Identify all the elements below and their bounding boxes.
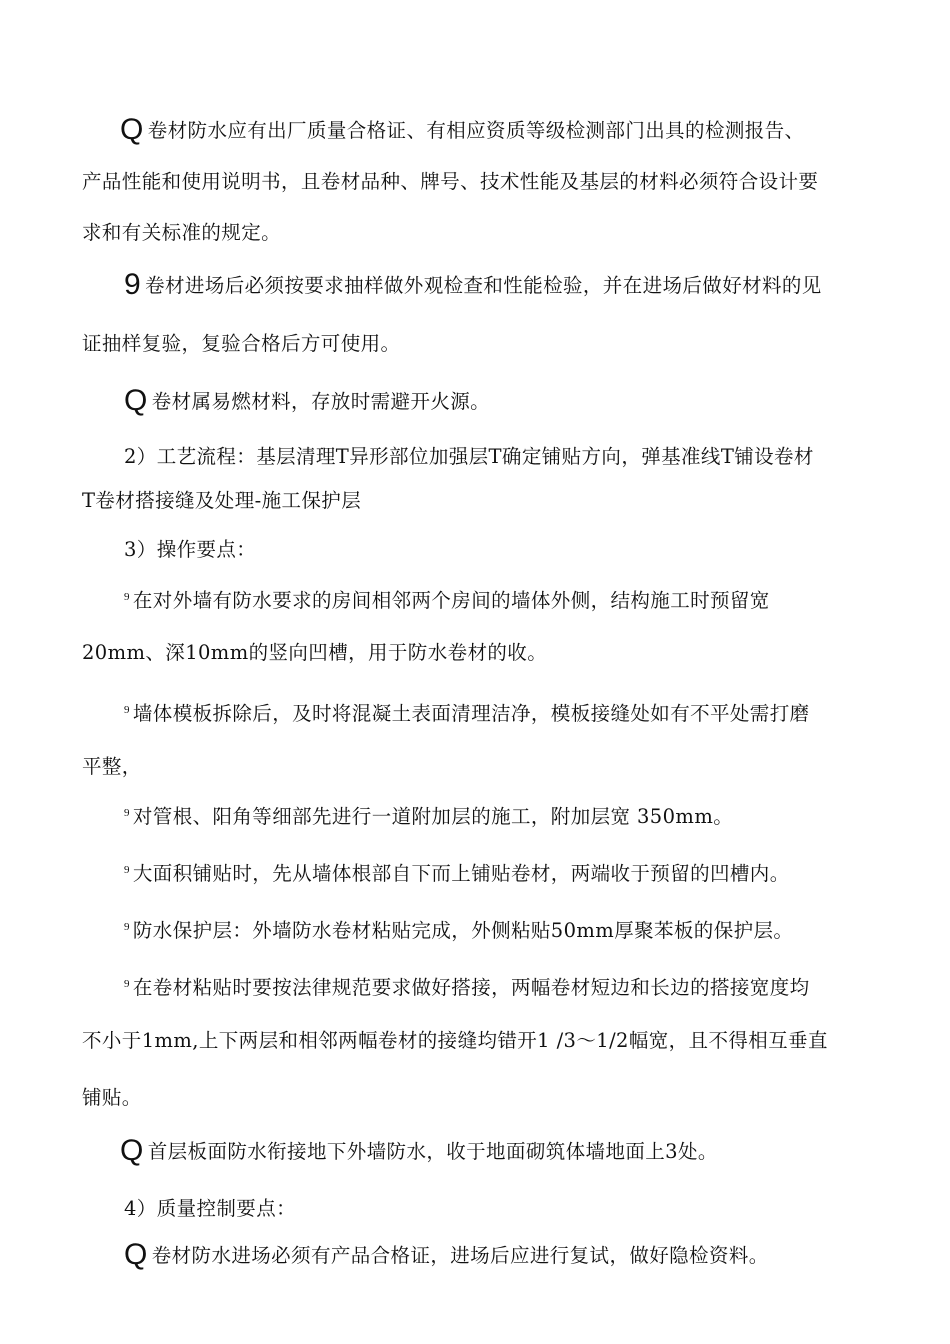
- section-heading-quality-control: 4）质量控制要点：: [124, 1197, 297, 1220]
- paragraph-6-line-2: 20mm、深10mm的竖向凹槽，用于防水卷材的收。: [82, 641, 548, 664]
- paragraph-11-line-1: [124, 972, 810, 1000]
- paragraph-2-line-1: [124, 268, 822, 301]
- q-bullet-icon: Q: [120, 113, 144, 146]
- paragraph-12-line-1: [120, 1134, 718, 1167]
- paragraph-text: 卷材进场后必须按要求抽样做外观检查和性能检验，并在进场后做好材料的见: [145, 274, 822, 297]
- paragraph-6-line-1: [124, 585, 770, 613]
- paragraph-text: 大面积铺贴时，先从墙体根部自下而上铺贴卷材，两端收于预留的凹槽内。: [132, 862, 790, 885]
- paragraph-8-line-1: [124, 801, 733, 829]
- paragraph-1-line-3: 求和有关标准的规定。: [82, 221, 282, 244]
- paragraph-11-line-3: 铺贴。: [82, 1086, 142, 1109]
- process-flow-line-2: T卷材搭接缝及处理-施工保护层: [82, 489, 362, 512]
- paragraph-1-line-1: [120, 113, 805, 146]
- small-nine-bullet-icon: 9: [124, 921, 130, 933]
- paragraph-text: 在卷材粘贴时要按法律规范要求做好搭接，两幅卷材短边和长边的搭接宽度均: [132, 976, 810, 999]
- paragraph-text: 墙体模板拆除后，及时将混凝土表面清理洁净，模板接缝处如有不平处需打磨: [132, 702, 810, 725]
- q-bullet-icon: Q: [124, 1238, 148, 1271]
- small-nine-bullet-icon: 9: [124, 807, 130, 819]
- q-bullet-icon: Q: [124, 384, 148, 417]
- paragraph-text: 对管根、阳角等细部先进行一道附加层的施工，附加层宽 350mm。: [132, 805, 734, 828]
- paragraph-11-line-2: 不小于1mm,上下两层和相邻两幅卷材的接缝均错开1 /3〜1/2幅宽，且不得相互垂直: [82, 1029, 828, 1052]
- small-nine-bullet-icon: 9: [124, 704, 130, 716]
- small-nine-bullet-icon: 9: [124, 591, 130, 603]
- process-flow-line-1: 2）工艺流程：基层清理T异形部位加强层T确定铺贴方向，弹基准线T铺设卷材: [124, 445, 814, 468]
- paragraph-7-line-2: 平整，: [82, 755, 142, 778]
- paragraph-9-line-1: [124, 858, 790, 886]
- paragraph-text: 在对外墙有防水要求的房间相邻两个房间的墙体外侧，结构施工时预留宽: [132, 589, 770, 612]
- q-bullet-icon: Q: [120, 1134, 144, 1167]
- section-heading-operation-points: 3）操作要点：: [124, 538, 257, 561]
- nine-bullet-icon: 9: [124, 268, 142, 301]
- paragraph-2-line-2: 证抽样复验，复验合格后方可使用。: [82, 332, 401, 355]
- small-nine-bullet-icon: 9: [124, 978, 130, 990]
- paragraph-14-line-1: [124, 1238, 769, 1271]
- paragraph-text: 防水保护层：外墙防水卷材粘贴完成，外侧粘贴50mm厚聚苯板的保护层。: [132, 919, 794, 942]
- small-nine-bullet-icon: 9: [124, 864, 130, 876]
- paragraph-7-line-1: [124, 698, 810, 726]
- paragraph-text: 卷材防水进场必须有产品合格证，进场后应进行复试，做好隐检资料。: [151, 1244, 769, 1267]
- paragraph-text: 首层板面防水衔接地下外墙防水，收于地面砌筑体墙地面上3处。: [147, 1140, 718, 1163]
- paragraph-10-line-1: [124, 915, 793, 943]
- paragraph-text: 卷材防水应有出厂质量合格证、有相应资质等级检测部门出具的检测报告、: [147, 119, 805, 142]
- paragraph-1-line-2: 产品性能和使用说明书，且卷材品种、牌号、技术性能及基层的材料必须符合设计要: [82, 170, 819, 193]
- paragraph-3-line-1: [124, 384, 491, 417]
- paragraph-text: 卷材属易燃材料，存放时需避开火源。: [151, 390, 491, 413]
